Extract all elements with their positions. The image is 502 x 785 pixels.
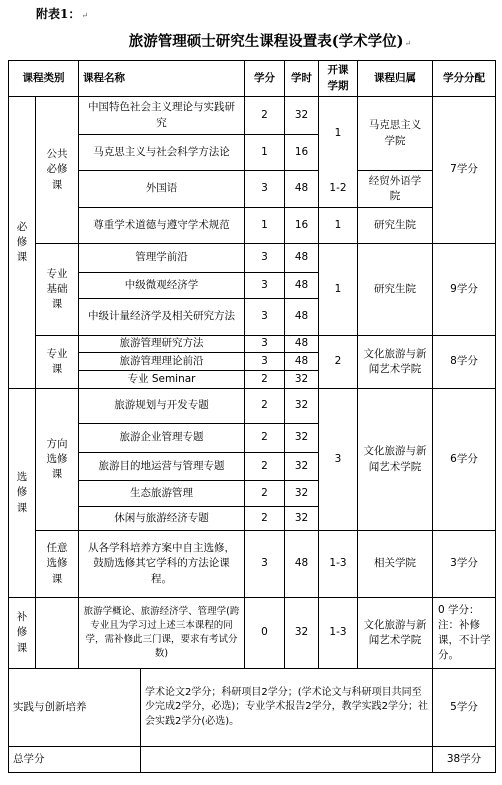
owner-cell: 文化旅游与新闻艺术学院 <box>363 618 427 646</box>
semester-cell: 1-3 <box>329 557 347 570</box>
course-hours: 48 <box>294 310 309 323</box>
group-major: 专业课 <box>46 347 68 375</box>
distribution-cell: 5学分 <box>450 700 478 713</box>
course-name: 中级微观经济学 <box>124 278 199 291</box>
practice-label: 实践与创新培养 <box>13 700 87 713</box>
header-course-name: 课程名称 <box>83 71 125 84</box>
owner-cell: 研究生院 <box>374 218 416 231</box>
group-direction: 方向选修课 <box>46 437 68 481</box>
course-credit: 2 <box>261 108 268 121</box>
course-hours: 32 <box>294 486 309 499</box>
course-hours: 48 <box>294 251 309 264</box>
course-name: 尊重学术道德与遵守学术规范 <box>93 218 230 231</box>
course-hours: 48 <box>294 278 309 291</box>
owner-cell: 相关学院 <box>374 557 416 570</box>
course-credit: 3 <box>261 278 268 291</box>
semester-cell: 2 <box>334 355 342 368</box>
owner-cell: 文化旅游与新闻艺术学院 <box>363 347 427 375</box>
header-hours: 学时 <box>291 71 312 84</box>
distribution-cell: 3学分 <box>450 557 478 570</box>
course-name: 休闲与旅游经济专题 <box>114 511 209 524</box>
course-name: 中国特色社会主义理论与实践研究 <box>88 101 235 129</box>
distribution-cell: 9学分 <box>450 282 478 295</box>
page-title: 旅游管理硕士研究生课程设置表(学术学位)↵ <box>128 33 412 50</box>
course-hours: 32 <box>294 431 309 444</box>
distribution-cell: 0 学分：注：补修课，不计学分。 <box>438 603 491 662</box>
group-foundation: 专业基础课 <box>46 267 68 311</box>
course-credit: 3 <box>261 182 268 195</box>
semester-cell: 1 <box>334 282 342 295</box>
practice-description: 学术论文2学分；科研项目2学分；(学术论文与科研项目共同至少完成2学分，必选)；专业学术报告2学分，教学实践2学分；社会实践2学分(必选)。 <box>145 686 428 727</box>
course-credit: 2 <box>261 399 268 412</box>
header-distribution: 学分分配 <box>443 71 485 84</box>
course-credit: 1 <box>261 218 268 231</box>
course-name: 旅游企业管理专题 <box>119 431 204 444</box>
course-hours: 48 <box>294 337 309 350</box>
course-hours: 32 <box>294 108 309 121</box>
course-hours: 48 <box>294 354 309 367</box>
course-name: 外国语 <box>145 182 178 195</box>
course-name: 生态旅游管理 <box>130 486 193 499</box>
semester-cell: 3 <box>334 452 342 465</box>
header-semester: 开课学期 <box>327 64 349 92</box>
course-credit: 1 <box>261 145 268 158</box>
owner-cell: 马克思主义学院 <box>368 119 422 147</box>
group-elective: 选修课 <box>16 471 28 514</box>
course-credit: 3 <box>261 310 268 323</box>
appendix-label: 附表1：↵ <box>36 7 89 21</box>
total-label: 总学分 <box>13 752 45 765</box>
course-name: 旅游目的地运营与管理专题 <box>98 459 225 472</box>
distribution-cell: 7学分 <box>450 163 478 176</box>
header-owner: 课程归属 <box>374 71 416 84</box>
course-credit: 2 <box>261 459 268 472</box>
course-name: 旅游规划与开发专题 <box>114 399 209 412</box>
course-hours: 16 <box>294 218 309 231</box>
course-name: 马克思主义与社会科学方法论 <box>93 145 230 158</box>
course-hours: 32 <box>294 459 309 472</box>
semester-cell: 1 <box>334 126 342 139</box>
semester-cell: 1 <box>334 218 342 231</box>
total-credit: 38学分 <box>446 752 482 765</box>
course-hours: 48 <box>294 557 309 570</box>
semester-cell: 1-2 <box>329 182 347 195</box>
group-optional: 任意选修课 <box>46 542 68 585</box>
course-hours: 48 <box>294 182 309 195</box>
course-credit: 3 <box>261 557 268 570</box>
course-hours: 16 <box>294 145 309 158</box>
course-credit: 2 <box>261 486 268 499</box>
course-hours: 32 <box>294 372 309 385</box>
course-hours: 32 <box>294 626 309 639</box>
course-credit: 3 <box>261 337 268 350</box>
course-name: 旅游管理研究方法 <box>119 337 204 350</box>
course-name: 管理学前沿 <box>135 251 188 264</box>
owner-cell: 研究生院 <box>374 282 416 295</box>
course-name: 专业 Seminar <box>127 372 196 385</box>
course-name: 旅游学概论、旅游经济学、管理学(跨专业且为学习过上述三本课程的同学，需补修此三门课，要求有考试分数) <box>83 606 240 659</box>
course-credit: 0 <box>261 626 268 639</box>
owner-cell: 经贸外语学院 <box>368 174 422 202</box>
header-credit: 学分 <box>254 71 275 84</box>
course-credit: 3 <box>261 251 268 264</box>
course-credit: 2 <box>261 372 268 385</box>
group-required: 必修课 <box>16 220 28 264</box>
group-public: 公共必修课 <box>46 148 68 191</box>
distribution-cell: 6学分 <box>450 452 478 465</box>
owner-cell: 文化旅游与新闻艺术学院 <box>363 445 427 473</box>
course-name: 从各学科培养方案中自主选修，鼓励选修其它学科的方法论课程。 <box>88 542 235 585</box>
course-hours: 32 <box>294 511 309 524</box>
course-hours: 32 <box>294 399 309 412</box>
group-makeup: 补修课 <box>16 611 28 654</box>
distribution-cell: 8学分 <box>450 355 478 368</box>
semester-cell: 1-3 <box>329 626 347 639</box>
course-name: 旅游管理理论前沿 <box>119 354 204 367</box>
course-credit: 3 <box>261 354 268 367</box>
header-category: 课程类别 <box>22 71 65 84</box>
course-credit: 2 <box>261 511 268 524</box>
course-credit: 2 <box>261 431 268 444</box>
course-name: 中级计量经济学及相关研究方法 <box>88 310 235 323</box>
